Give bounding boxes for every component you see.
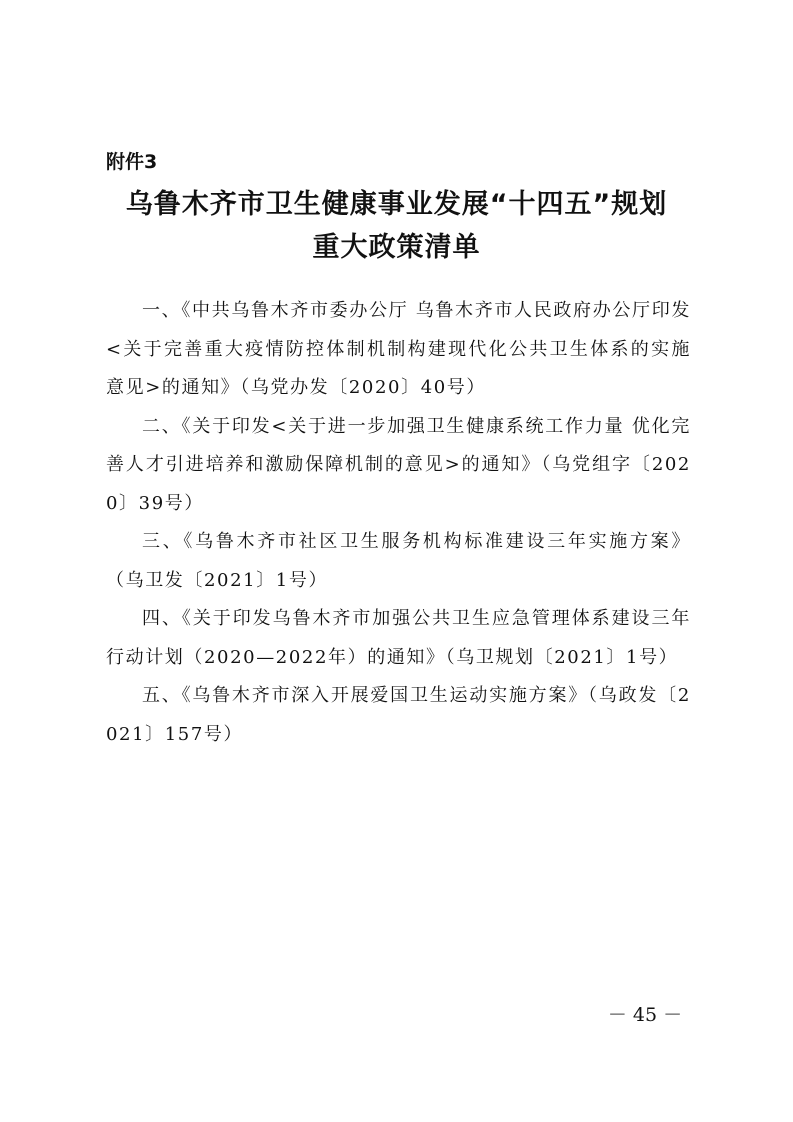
policy-list [106, 292, 691, 754]
policy-item-3: 三、《乌鲁木齐市社区卫生服务机构标准建设三年实施方案》（乌卫发〔2021〕1号） [106, 531, 691, 591]
attachment-label: 附件3 [106, 151, 158, 173]
policy-item-1: 一、《中共乌鲁木齐市委办公厅 乌鲁木齐市人民政府办公厅印发<关于完善重大疫情防控体制机制构建现代化公共卫生体系的实施意见>的通知》（乌党办发〔2020〕40号） [106, 300, 691, 398]
policy-item-4: 四、《关于印发乌鲁木齐市加强公共卫生应急管理体系建设三年行动计划（2020—2022年）的通知》（乌卫规划〔2021〕1号） [106, 608, 691, 668]
document-title-line-1: 乌鲁木齐市卫生健康事业发展“十四五”规划 [125, 189, 668, 220]
document-title-line-2: 重大政策清单 [312, 232, 481, 263]
policy-item-2: 二、《关于印发<关于进一步加强卫生健康系统工作力量 优化完善人才引进培养和激励保障机制的意见>的通知》（乌党组字〔2020〕39号） [106, 415, 691, 514]
policy-item-5: 五、《乌鲁木齐市深入开展爱国卫生运动实施方案》（乌政发〔2021〕157号） [106, 685, 691, 745]
page-number: － 45 － [607, 1004, 683, 1026]
